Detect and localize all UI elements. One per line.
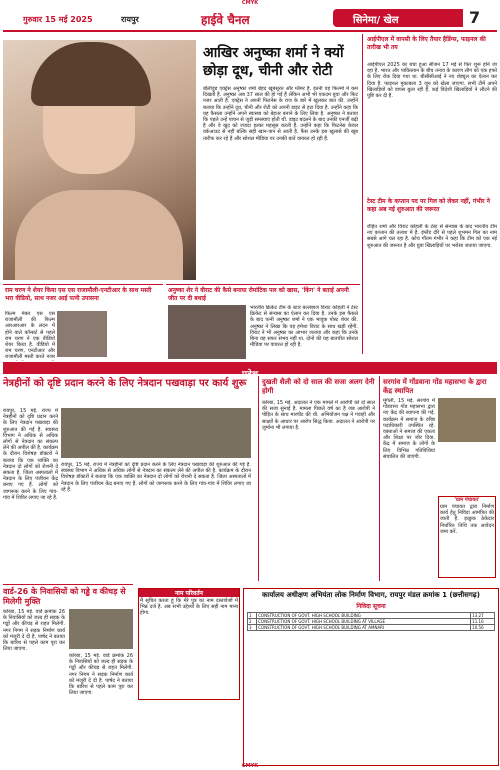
story3-body: मुंगेली, 15 मई. सरगांव में गोंडवाना गोंड महासभा द्वारा नए केंद्र की स्थापना की गई. कार्यक्रम में समाज के वरिष्ठ पदाधिकारी उपस्थित रहे. वक्ताओं ने समाज की एकता और शिक्षा पर जोर दिया. केंद्र में समाज के लोगों के लिए विभिन्न गतिविधियां संचालित की जाएंगी. <box>383 398 435 460</box>
story3 <box>379 376 498 581</box>
masthead-city: रायपुर <box>121 15 139 24</box>
tender-cell: 10.56 <box>471 625 495 631</box>
right-mid-headline: टेस्ट टीम के कप्तान पद पर गिल को लेकर नहीं, गंभीर ने कहा अब नई शुरुआत की जरूरत <box>367 198 490 213</box>
tender-headline: कार्यालय अधीक्षण अभियंता लोक निर्माण विभाग, रायपुर मंडल क्रमांक 1 (छत्तीसगढ़) <box>262 591 480 599</box>
story4 <box>3 584 133 765</box>
print-mark-bottom: CMYK <box>241 763 259 769</box>
tender-cell: 11.16 <box>471 619 495 625</box>
pradesh-lead-body: रायपुर, 15 मई. राज्य में नेत्रहीनों को दृष्टि प्रदान करने के लिए नेत्रदान पखवाड़ा की शुरुआत की गई है. स्वास्थ्य विभाग ने अधिक से अधिक लोगों से नेत्रदान का संकल्प लेने की अपील की है. कार्यक्रम के दौरान विशेषज्ञ डॉक्टरों ने बताया कि एक व्यक्ति का नेत्रदान दो लोगों को रोशनी दे सकता है. जिला अस्पतालों में नेत्रदान के लिए पंजीयन केंद्र बनाए गए हैं. लोगों को जागरूक करने के लिए गांव-गांव में शिविर लगाए जा रहे हैं. <box>3 408 58 501</box>
lead-photo <box>3 40 196 280</box>
story4-headline: वार्ड-26 के निवासियों को गड्ढे व कीचड़ से मिलेगी मुक्ति <box>3 587 126 606</box>
lead-photo-hair <box>31 42 151 106</box>
lead-headline <box>203 44 363 80</box>
page-number: 7 <box>469 8 481 27</box>
right-column <box>362 34 498 354</box>
masthead <box>3 8 497 32</box>
ram-charan-photo <box>57 311 107 357</box>
tender-subhead: निविदा सूचना <box>356 603 386 610</box>
gram-box-headline: 'ग्राम पंचायत' <box>454 497 480 503</box>
gram-box <box>438 496 496 578</box>
lead-headline-line2: छोड़ा दूध, चीनी और रोटी <box>203 63 333 79</box>
masthead-date: गुरुवार 15 मई 2025 <box>23 15 93 24</box>
lead-headline-line1: आखिर अनुष्का शर्मा ने क्यों <box>203 45 344 61</box>
name-change-body: मैं सूचित करता हूं कि मेरे पुत्र का नाम दस्तावेजों में भिन्न दर्ज है. अब सभी उद्देश्यों के लिए सही नाम मान्य होगा. <box>140 598 238 617</box>
gram-box-body: ग्राम पंचायत द्वारा निर्माण कार्य हेतु निविदा आमंत्रित की जाती है. इच्छुक ठेकेदार निर्धारित तिथि तक आवेदन जमा करें. <box>440 504 494 535</box>
section-tag-label: सिनेमा/ खेल <box>353 15 399 26</box>
pradesh-lead-body-cont: रायपुर, 15 मई. राज्य में नेत्रहीनों को दृष्टि प्रदान करने के लिए नेत्रदान पखवाड़ा की शुरुआत की गई है. स्वास्थ्य विभाग ने अधिक से अधिक लोगों से नेत्रदान का संकल्प लेने की अपील की है. कार्यक्रम के दौरान विशेषज्ञ डॉक्टरों ने बताया कि एक व्यक्ति का नेत्रदान दो लोगों को रोशनी दे सकता है. जिला अस्पतालों में नेत्रदान के लिए पंजीयन केंद्र बनाए गए हैं. लोगों को जागरूक करने के लिए गांव-गांव में शिविर लगाए जा रहे हैं. <box>61 462 251 493</box>
tender-row <box>248 625 495 631</box>
masthead-brand: हाईवे चैनल <box>201 13 250 27</box>
tender-cell: 13.27 <box>471 613 495 619</box>
story2 <box>258 376 377 581</box>
tender-table <box>247 612 495 631</box>
pradesh-lead-photo <box>61 408 251 458</box>
story4-body-cont: कोरबा, 15 मई. वार्ड क्रमांक 26 के निवासियों को जल्द ही सड़क के गड्ढों और कीचड़ से राहत मिलेगी. नगर निगम ने सड़क निर्माण कार्य को मंजूरी दे दी है. पार्षद ने बताया कि बारिश से पहले काम पूरा कर लिया जाएगा. <box>69 653 133 697</box>
lead-photo-shoulder <box>15 190 183 280</box>
tender-cell: 3 <box>248 625 257 631</box>
tender-cell: CONSTRUCTION OF GOVT. HIGH SCHOOL BUILDING <box>257 613 471 619</box>
pradesh-lead-story <box>3 376 255 581</box>
print-mark-top: CMYK <box>241 0 259 6</box>
story3-photo <box>438 398 496 442</box>
ram-charan-story <box>3 284 163 361</box>
tender-cell: CONSTRUCTION OF GOVT. HIGH SCHOOL BUILDING AT VILLAGE <box>257 619 471 625</box>
tender-cell: 2 <box>248 619 257 625</box>
right-top-headline: आईपीएल में वापसी के लिए तैयार हैडिंग्स, फाइनल की तारीख भी तय <box>367 36 486 51</box>
right-mid-body: रोहित शर्मा और विराट कोहली के टेस्ट से संन्यास के बाद भारतीय टीम नए कप्तान की तलाश में है. इंग्लैंड दौरे से पहले शुभमन गिल का नाम सबसे आगे चल रहा है. कोच गौतम गंभीर ने कहा कि टीम को एक नई शुरुआत की जरूरत है और युवा खिलाड़ियों पर भरोसा जताया जाएगा. <box>367 224 497 249</box>
tender-cell: CONSTRUCTION OF GOVT. HIGH SCHOOL BUILDING AT AMNARI <box>257 625 471 631</box>
right-top-body: आईपीएल 2025 का बचा हुआ सीजन 17 मई से फिर शुरू होने जा रहा है. भारत और पाकिस्तान के बीच तनाव के कारण लीग को एक हफ्ते के लिए रोक दिया गया था. बीसीसीआई ने नए शेड्यूल का ऐलान कर दिया है. फाइनल मुकाबला 3 जून को खेला जाएगा. सभी टीमें अपने खिलाड़ियों को वापस बुला रही हैं. कई विदेशी खिलाड़ियों ने लौटने की पुष्टि कर दी है. <box>367 62 497 100</box>
story2-headline: दुखती शैली को दो साल की सजा अलग देनी होगी <box>262 378 375 395</box>
tender-cell: 1 <box>248 613 257 619</box>
section-band-label: प्रदेश <box>241 370 259 380</box>
section-band <box>3 362 497 380</box>
ram-charan-headline: राम चरण ने शेयर किया एस एस राजामौली-एनटीआर के साथ मस्ती भरा वीडियो, साथ नजर आई पत्नी उपासना <box>5 287 152 302</box>
tender-notice <box>243 588 499 766</box>
ram-charan-body: फिल्म मेकर एस एस राजामौली की फिल्म आरआरआर के लंदन में होने वाले कॉन्सर्ट से पहले राम चरण ने एक वीडियो शेयर किया है. वीडियो में राम चरण, एनटीआर और राजामौली मस्ती करते नजर <box>5 311 55 361</box>
section-tag <box>333 9 463 27</box>
story4-photo <box>69 609 133 649</box>
anushka-virat-headline: अनुष्का शेर ने वीराट की कैसे बनाया रोमांटिक पल को खास, 'किंग' ने बताई अपनी जीत पर दी बधाई <box>168 287 349 302</box>
story4-body: कोरबा, 15 मई. वार्ड क्रमांक 26 के निवासियों को जल्द ही सड़क के गड्ढों और कीचड़ से राहत मिलेगी. नगर निगम ने सड़क निर्माण कार्य को मंजूरी दे दी है. पार्षद ने बताया कि बारिश से पहले काम पूरा कर लिया जाएगा. <box>3 609 65 653</box>
name-change-notice <box>138 588 240 700</box>
lead-body: बॉलीवुड एक्ट्रेस अनुष्का शर्मा बेहद खूबसूरत और ग्लैमर है. इतनी वह फिल्मों में कम दिखती हैं. अनुष्का अब 37 साल की हो गई हैं लेकिन अभी भी एकदम युवा और फिट नजर आती हैं. एक्ट्रेस ने अपनी फिटनेस के राज के बारे में खुलकर बात की. उन्होंने बताया कि उन्होंने दूध, चीनी और रोटी को अपनी डाइट से हटा दिया है. उन्होंने कहा कि यह फैसला उन्होंने अपने स्वास्थ्य को बेहतर बनाने के लिए लिया है. अनुष्का ने बताया कि पहले उन्हें पाचन से जुड़ी समस्याएं होती थीं. डाइट बदलने के बाद उनकी एनर्जी बढ़ी है और वे खुद को ज्यादा हल्का महसूस करती हैं. उन्होंने कहा कि फिटनेस केवल वर्कआउट से नहीं बल्कि सही खान-पान से आती है. फैंस उनके इस खुलासे की खूब तारीफ कर रहे हैं और सोशल मीडिया पर उनकी बातें वायरल हो रही हैं. <box>203 86 358 142</box>
pradesh-lead-headline: नेत्रहीनों को दृष्टि प्रदान करने के लिए नेत्रदान पखवाड़ा पर कार्य शुरू <box>3 378 247 389</box>
name-change-headline: नाम परिवर्तन <box>139 589 239 597</box>
lead-story <box>3 40 358 280</box>
anushka-virat-body: भारतीय क्रिकेट टीम के स्टार बल्लेबाज विराट कोहली ने टेस्ट क्रिकेट से संन्यास का ऐलान कर दिया है. उनके इस फैसले के बाद पत्नी अनुष्का शर्मा ने एक भावुक पोस्ट शेयर की. अनुष्का ने लिखा कि वह हमेशा विराट के साथ खड़ी रहेंगी. विराट ने भी अनुष्का का आभार जताया और कहा कि उनके बिना यह सफर संभव नहीं था. दोनों की यह बातचीत सोशल मीडिया पर वायरल हो रही है. <box>250 305 358 349</box>
anushka-virat-photo <box>168 305 246 359</box>
story3-headline: सरगांव में गोंडवाना गोंड महासभा के द्वारा केंद्र स्थापित <box>383 378 487 395</box>
anushka-virat-story <box>166 284 360 361</box>
story2-body: कोरबा, 15 मई. अदालत ने एक मामले में आरोपी को दो साल की सजा सुनाई है. मामला पिछले वर्ष का है जब आरोपी ने पीड़ित के साथ मारपीट की थी. अभियोजन पक्ष ने गवाहों और साक्ष्यों के आधार पर आरोप सिद्ध किया. अदालत ने आरोपी पर जुर्माना भी लगाया है. <box>262 400 375 431</box>
